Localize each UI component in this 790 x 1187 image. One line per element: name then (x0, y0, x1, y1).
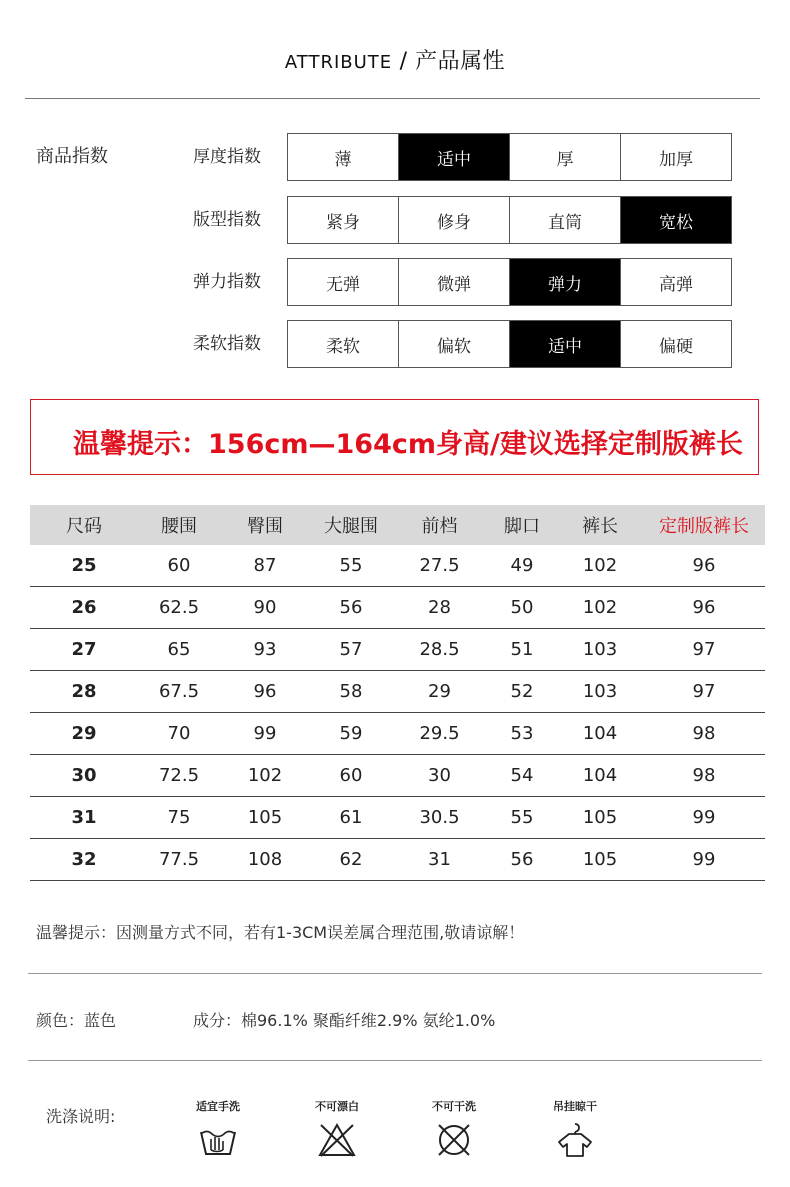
page-title (0, 44, 790, 75)
no-dry-clean-icon (434, 1122, 474, 1158)
note-divider (28, 973, 762, 974)
color-info: 颜色：蓝色 (36, 1011, 117, 1030)
composition-divider (28, 1060, 762, 1061)
attribute-options (287, 258, 732, 306)
title-en: ATTRIBUTE (284, 52, 393, 73)
wash-item-no-bleach (297, 1098, 377, 1158)
size-cell: 32 (71, 849, 97, 870)
size-cell: 30 (71, 765, 97, 786)
table-cell: 67.5 (158, 681, 200, 702)
table-cell: 55 (339, 555, 363, 576)
table-cell: 104 (582, 723, 618, 744)
table-cell: 105 (582, 807, 618, 828)
header-divider (25, 98, 760, 99)
table-cell: 58 (339, 681, 363, 702)
table-cell: 56 (510, 849, 534, 870)
table-cell: 53 (510, 723, 534, 744)
attribute-row (193, 320, 733, 368)
table-cell: 60 (167, 555, 191, 576)
attribute-option: 薄 (288, 134, 399, 180)
tip-box (30, 399, 759, 475)
tip-text: 温馨提示：156cm—164cm身高/建议选择定制版裤长 (73, 429, 743, 460)
table-cell: 90 (253, 597, 277, 618)
size-table-header (30, 505, 765, 545)
wash-item-label: 不可干洗 (432, 1100, 476, 1113)
size-cell: 25 (71, 555, 97, 576)
composition-info: 成分：棉96.1% 聚酯纤维2.9% 氨纶1.0% (193, 1011, 496, 1030)
table-cell: 59 (339, 723, 363, 744)
title-separator: / (399, 49, 408, 74)
table-cell: 102 (247, 765, 283, 786)
attribute-row (193, 258, 733, 306)
attributes-label: 商品指数 (36, 146, 108, 167)
table-cell: 65 (167, 639, 191, 660)
table-cell: 103 (582, 639, 618, 660)
table-cell: 96 (692, 555, 716, 576)
table-cell: 96 (692, 597, 716, 618)
table-cell: 102 (582, 597, 618, 618)
table-row (30, 755, 765, 797)
table-cell: 93 (253, 639, 277, 660)
table-cell: 62.5 (158, 597, 200, 618)
table-cell: 57 (339, 639, 363, 660)
table-cell: 75 (167, 807, 191, 828)
table-cell: 52 (510, 681, 534, 702)
table-row (30, 545, 765, 587)
table-cell: 29.5 (419, 723, 460, 744)
table-cell: 30 (428, 765, 451, 786)
column-header: 腰围 (161, 516, 197, 537)
size-cell: 28 (71, 681, 97, 702)
hang-dry-icon (555, 1122, 595, 1158)
wash-item-label: 不可漂白 (315, 1100, 359, 1113)
wash-item-hang-dry (535, 1098, 615, 1158)
table-cell: 98 (692, 723, 716, 744)
size-cell: 31 (71, 807, 97, 828)
table-row (30, 671, 765, 713)
table-cell: 49 (510, 555, 534, 576)
table-cell: 103 (582, 681, 618, 702)
table-cell: 102 (582, 555, 618, 576)
column-header: 定制版裤长 (659, 516, 749, 537)
attribute-option: 直筒 (510, 197, 621, 243)
attribute-name: 柔软指数 (193, 334, 261, 354)
column-header: 裤长 (582, 516, 618, 537)
table-cell: 97 (692, 639, 716, 660)
attribute-option: 柔软 (288, 321, 399, 367)
size-table-body (30, 545, 765, 881)
table-cell: 99 (253, 723, 277, 744)
hand-wash-icon (198, 1122, 238, 1158)
table-cell: 105 (582, 849, 618, 870)
size-cell: 27 (71, 639, 97, 660)
attribute-option: 修身 (399, 197, 510, 243)
attribute-option: 加厚 (659, 149, 693, 170)
table-cell: 98 (692, 765, 716, 786)
attribute-option-selected: 适中 (510, 321, 621, 367)
table-cell: 70 (167, 723, 191, 744)
attribute-option: 无弹 (288, 259, 399, 305)
table-cell: 62 (339, 849, 363, 870)
table-cell: 96 (253, 681, 277, 702)
attribute-option: 偏软 (399, 321, 510, 367)
table-cell: 77.5 (158, 849, 200, 870)
attribute-option: 紧身 (288, 197, 399, 243)
size-table (30, 505, 765, 881)
attribute-options (287, 320, 732, 368)
attribute-options (287, 196, 732, 244)
attribute-options (287, 133, 732, 181)
measurement-note: 温馨提示：因测量方式不同，若有1-3CM误差属合理范围,敬请谅解！ (36, 923, 525, 942)
table-row (30, 713, 765, 755)
table-cell: 99 (692, 807, 716, 828)
attribute-row (193, 196, 733, 244)
table-cell: 105 (247, 807, 283, 828)
size-cell: 29 (71, 723, 97, 744)
table-cell: 97 (692, 681, 716, 702)
table-cell: 51 (510, 639, 534, 660)
no-bleach-icon (317, 1122, 357, 1158)
attribute-name: 厚度指数 (193, 147, 261, 167)
table-cell: 29 (428, 681, 451, 702)
column-header: 尺码 (66, 516, 102, 537)
attribute-row (193, 133, 733, 181)
table-cell: 30.5 (419, 807, 460, 828)
wash-label: 洗涤说明: (46, 1107, 116, 1126)
column-header: 大腿围 (324, 516, 378, 537)
table-cell: 87 (253, 555, 277, 576)
column-header: 脚口 (504, 516, 540, 537)
size-cell: 26 (71, 597, 97, 618)
attribute-option: 微弹 (399, 259, 510, 305)
attribute-option-selected: 弹力 (510, 259, 621, 305)
table-cell: 55 (510, 807, 534, 828)
table-row (30, 587, 765, 629)
table-row (30, 629, 765, 671)
table-cell: 56 (339, 597, 363, 618)
table-cell: 60 (339, 765, 363, 786)
attribute-option: 厚 (510, 134, 621, 180)
table-cell: 104 (582, 765, 618, 786)
attribute-option-selected: 宽松 (621, 197, 731, 243)
wash-item-hand-wash (178, 1098, 258, 1158)
table-cell: 99 (692, 849, 716, 870)
table-cell: 72.5 (158, 765, 200, 786)
table-cell: 108 (247, 849, 283, 870)
table-cell: 28 (428, 597, 451, 618)
table-cell: 31 (428, 849, 451, 870)
column-header: 前档 (421, 516, 458, 537)
table-cell: 27.5 (419, 555, 460, 576)
table-cell: 61 (339, 807, 363, 828)
table-cell: 54 (510, 765, 534, 786)
wash-item-no-dry-clean (414, 1098, 494, 1158)
title-cn: 产品属性 (415, 49, 506, 74)
wash-item-label: 吊挂晾干 (553, 1100, 597, 1113)
table-row (30, 797, 765, 839)
table-cell: 50 (510, 597, 534, 618)
attribute-option-selected: 适中 (399, 134, 510, 180)
attribute-name: 版型指数 (193, 210, 261, 230)
wash-item-label: 适宜手洗 (196, 1100, 240, 1113)
attribute-option: 偏硬 (659, 336, 693, 357)
table-row (30, 839, 765, 881)
attribute-option: 高弹 (659, 274, 693, 295)
attribute-name: 弹力指数 (193, 272, 261, 292)
column-header: 臀围 (247, 516, 283, 537)
table-cell: 28.5 (419, 639, 460, 660)
